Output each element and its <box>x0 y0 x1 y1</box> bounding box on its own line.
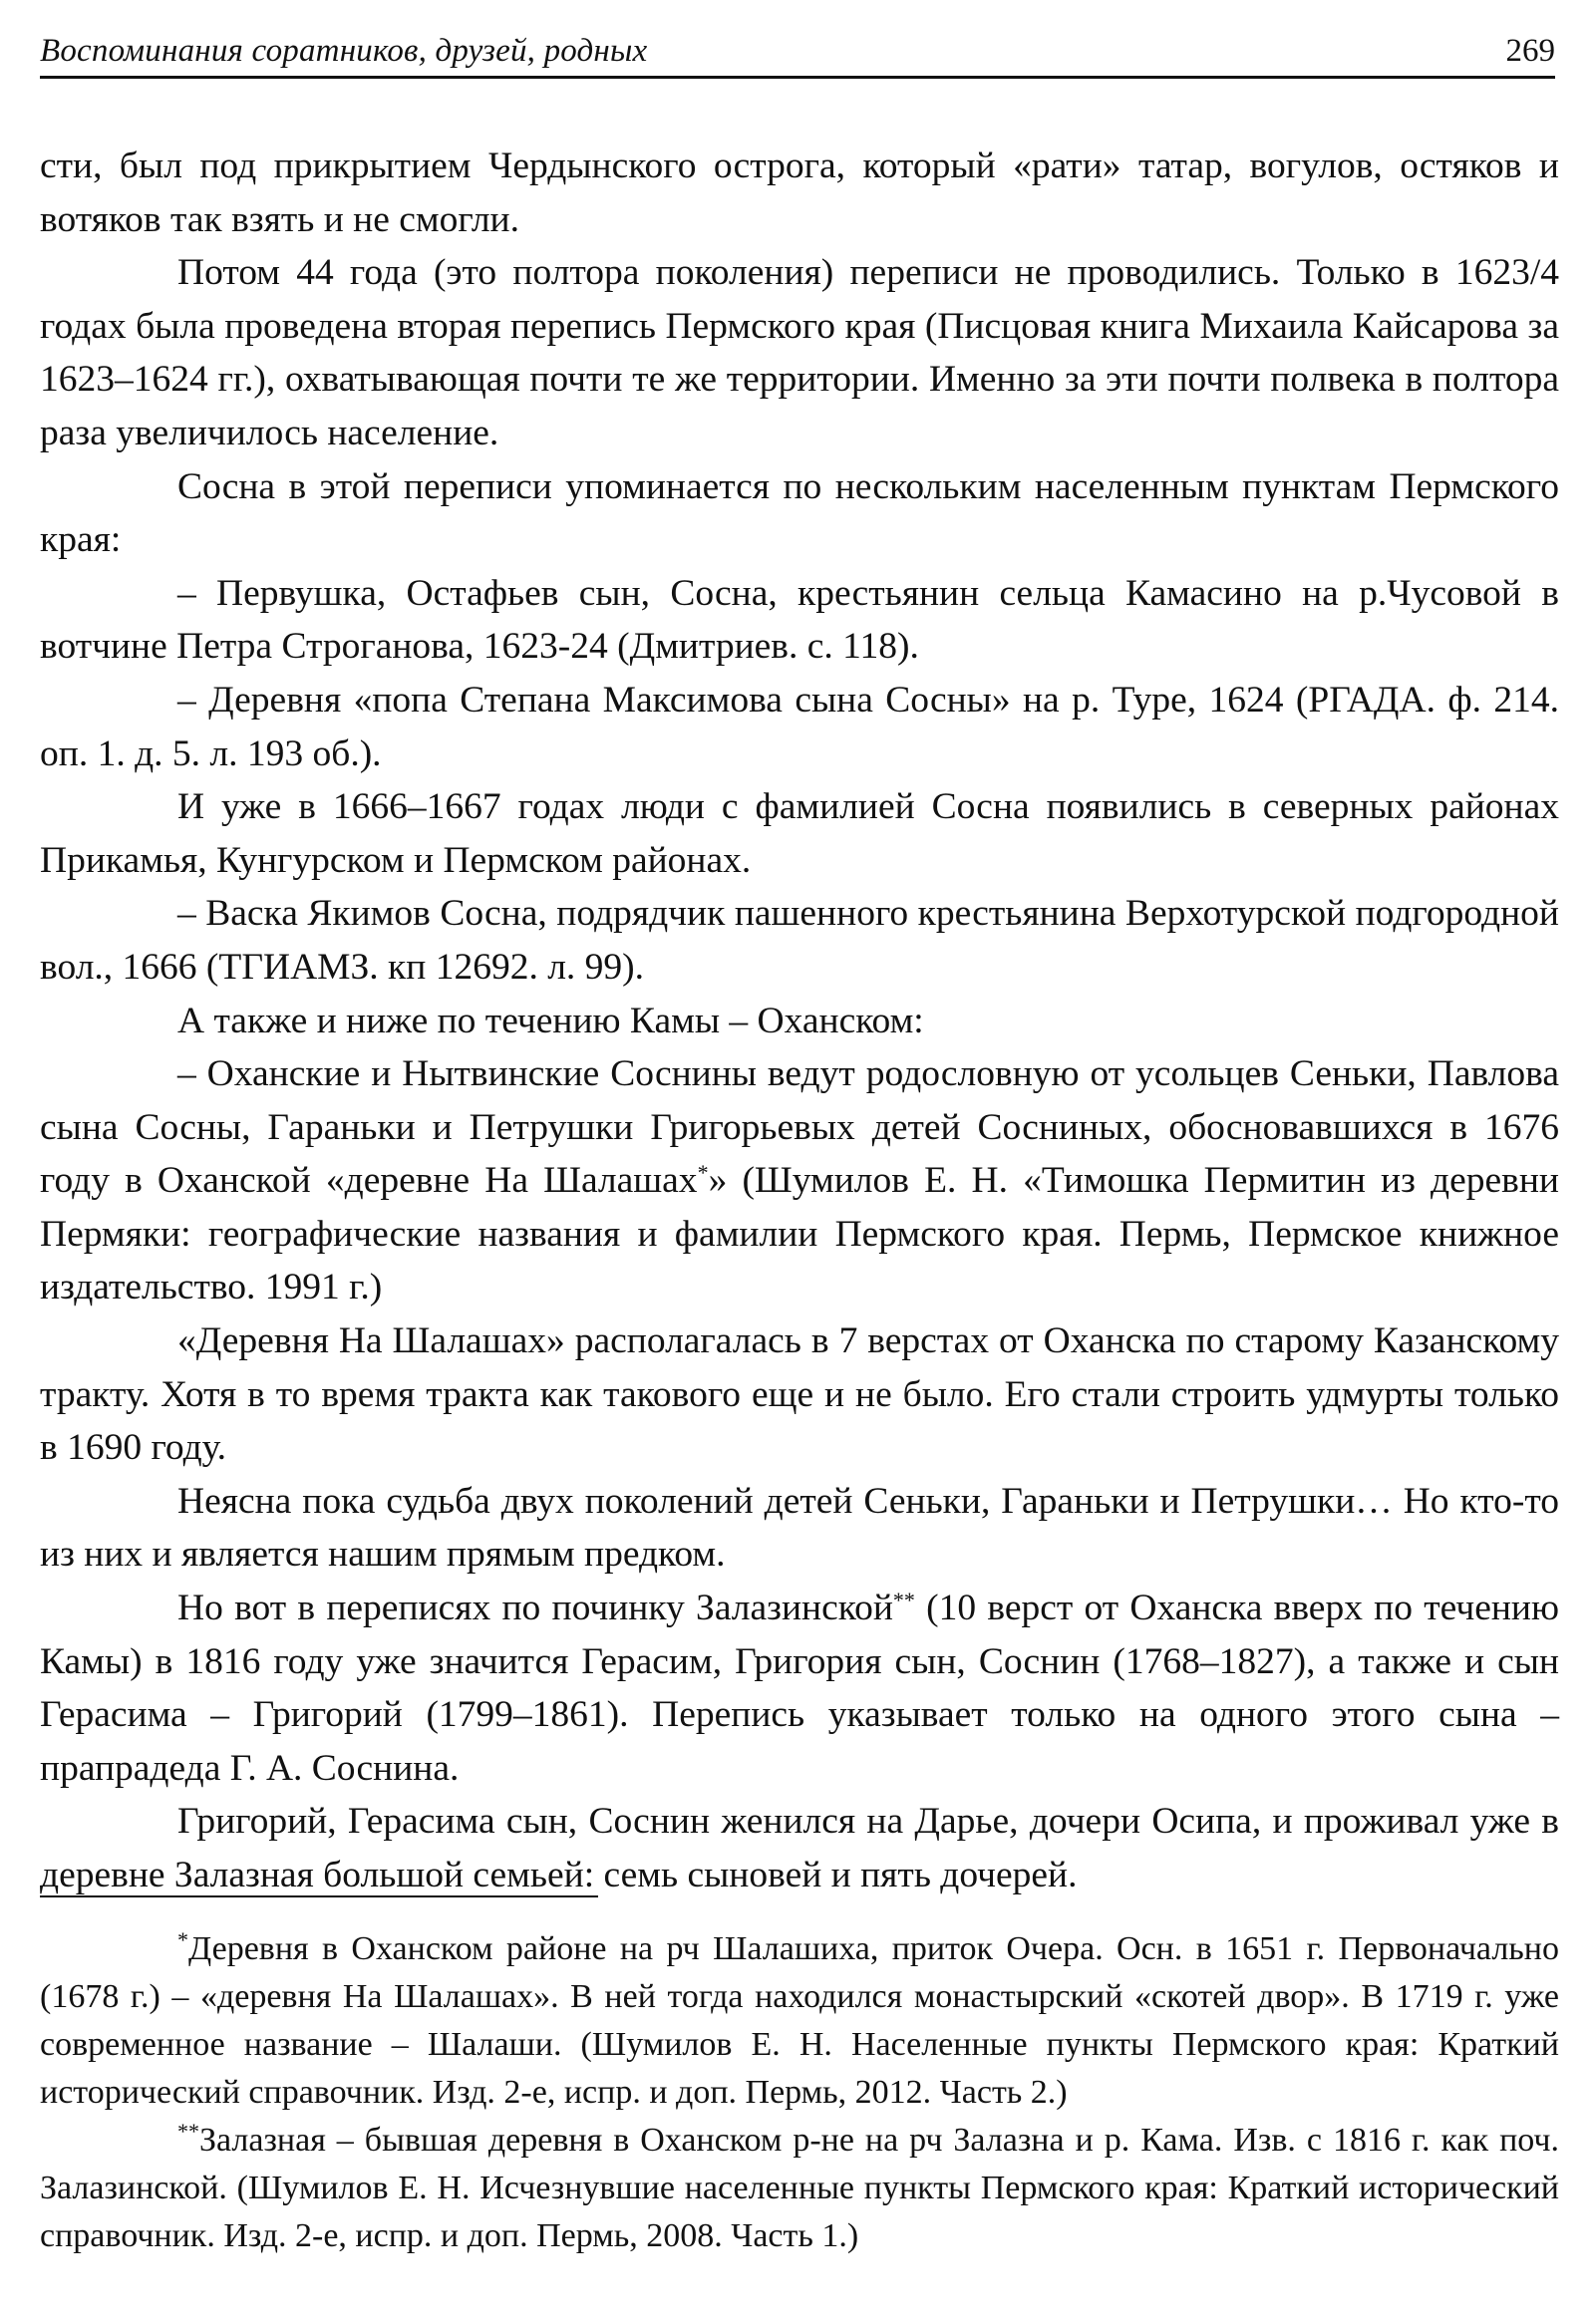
paragraph <box>40 1795 1559 1901</box>
body-text <box>40 140 1559 1902</box>
paragraph-text: – Оханские и Нытвинские Соснины ведут родословную от усольцев Сеньки, Павлова сына Сосны, Гараньки и Петрушки Григорьевых детей Сосниных, обосновавшихся в 1676 году в Оханской «деревне На Шалашах <box>40 1053 1559 1202</box>
paragraph-text: И уже в 1666–1667 годах люди с фамилией Сосна появились в северных районах Прикамья, Кунгурском и Пермском районах. <box>40 786 1559 881</box>
footnote-marker: * <box>177 1927 188 1952</box>
paragraph <box>40 140 1559 246</box>
paragraph-text: А также и ниже по течению Камы – Оханском: <box>177 1000 924 1041</box>
paragraph-text: Потом 44 года (это полтора поколения) переписи не проводились. Только в 1623/4 годах была проведена вторая перепись Пермского края (Писцовая книга Михаила Кайсарова за 1623–1624 гг.), охватывающая почти те же территории. Именно за эти почти полвека в полтора раза увеличилось население. <box>40 252 1559 453</box>
paragraph <box>40 995 1559 1048</box>
footnote-divider <box>40 1895 598 1897</box>
paragraph-text: – Первушка, Остафьев сын, Сосна, крестьянин сельца Камасино на р.Чусовой в вотчине Петра Строганова, 1623-24 (Дмитриев. с. 118). <box>40 572 1559 668</box>
paragraph <box>40 567 1559 674</box>
footnote-marker: * <box>697 1160 709 1186</box>
paragraph <box>40 1314 1559 1475</box>
page-number: 269 <box>1505 33 1555 69</box>
paragraph-text: Но вот в переписях по починку Залазинской <box>177 1588 893 1629</box>
paragraph <box>40 780 1559 887</box>
paragraph-text: Неясна пока судьба двух поколений детей Сеньки, Гараньки и Петрушки… Но кто-то из них и является нашим прямым предком. <box>40 1480 1559 1576</box>
paragraph <box>40 1582 1559 1795</box>
paragraph <box>40 674 1559 780</box>
footnote-marker: ** <box>177 2119 199 2144</box>
paragraph-text: (10 верст от Оханска вверх по течению Камы) в 1816 году уже значится Герасим, Григория сын, Соснин (1768–1827), а также и сын Герасима – Григорий (1799–1861). Перепись указывает только на одного этого сына – прапрадеда Г. А. Соснина. <box>40 1588 1559 1789</box>
paragraph <box>40 1475 1559 1582</box>
paragraph-text: сти, был под прикрытием Чердынского острога, который «рати» татар, вогулов, остяков и вотяков так взять и не смогли. <box>40 145 1559 240</box>
paragraph-text: Сосна в этой переписи упоминается по нескольким населенным пунктам Пермского края: <box>40 465 1559 561</box>
paragraph <box>40 887 1559 994</box>
footnote-marker: ** <box>892 1588 915 1613</box>
paragraph <box>40 460 1559 567</box>
footnote <box>40 2117 1559 2260</box>
paragraph <box>40 1047 1559 1314</box>
paragraph-text: » (Шумилов Е. Н. «Тимошка Пермитин из деревни Пермяки: географические названия и фамилии Пермского края. Пермь, Пермское книжное издательство. 1991 г.) <box>40 1160 1559 1308</box>
running-header <box>40 26 1555 79</box>
paragraph-text: «Деревня На Шалашах» располагалась в 7 верстах от Оханска по старому Казанскому тракту. Хотя в то время тракта как такового еще и не было. Его стали строить удмурты только в 1690 году. <box>40 1320 1559 1469</box>
paragraph <box>40 246 1559 459</box>
footnote <box>40 1925 1559 2117</box>
footnote-text: Деревня в Оханском районе на рч Шалашиха, приток Очера. Осн. в 1651 г. Первоначально (1678 г.) – «деревня На Шалашах». В ней тогда находился монастырский «скотей двор». В 1719 г. уже современное название – Шалаши. (Шумилов Е. Н. Населенные пункты Пермского края: Краткий исторический справочник. Изд. 2-е, испр. и доп. Пермь, 2012. Часть 2.) <box>40 1930 1559 2111</box>
footnotes <box>40 1925 1559 2260</box>
running-title: Воспоминания соратников, друзей, родных <box>40 33 648 69</box>
paragraph-text: Григорий, Герасима сын, Соснин женился на Дарье, дочери Осипа, и проживал уже в деревне Залазная большой семьей: семь сыновей и пять дочерей. <box>40 1801 1559 1895</box>
footnote-text: Залазная – бывшая деревня в Оханском р-не на рч Залазна и р. Кама. Изв. с 1816 г. как поч. Залазинской. (Шумилов Е. Н. Исчезнувшие населенные пункты Пермского края: Краткий исторический справочник. Изд. 2-е, испр. и доп. Пермь, 2008. Часть 1.) <box>40 2122 1559 2254</box>
paragraph-text: – Васка Якимов Сосна, подрядчик пашенного крестьянина Верхотурской подгородной вол., 1666 (ТГИАМЗ. кп 12692. л. 99). <box>40 893 1559 988</box>
paragraph-text: – Деревня «попа Степана Максимова сына Сосны» на р. Туре, 1624 (РГАДА. ф. 214. оп. 1. д. 5. л. 193 об.). <box>40 679 1559 774</box>
